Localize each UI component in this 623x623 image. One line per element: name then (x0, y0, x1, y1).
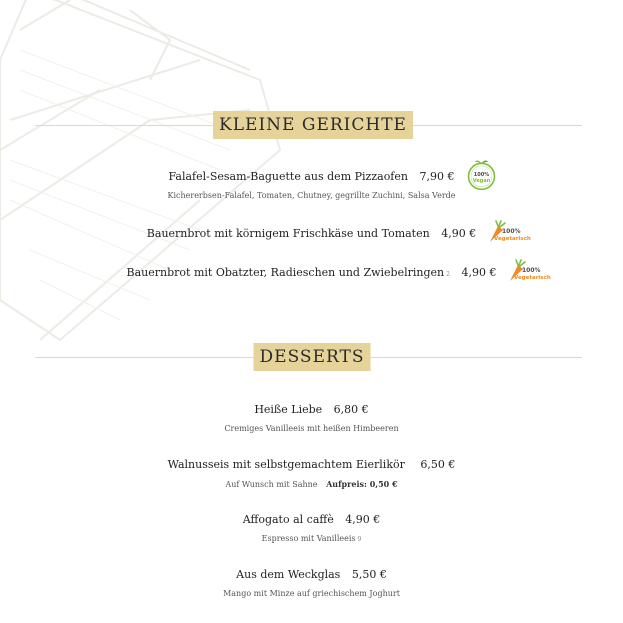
menu-item-line (168, 170, 491, 184)
section-divider-right (368, 357, 582, 358)
svg-text:Vegetarisch: Vegetarisch (514, 274, 552, 281)
menu-item-name: Aus dem Weckglas (236, 568, 341, 581)
menu-item-description-line (0, 534, 623, 543)
menu-item-price: 6,50 € (420, 458, 456, 471)
menu-item-price: 4,90 € (345, 513, 381, 526)
menu-item-line (126, 266, 552, 281)
menu-item-description: Kichererbsen-Falafel, Tomaten, Chutney, gegrillte Zuchini, Salsa Verde (167, 191, 456, 200)
menu-item-price: 6,80 € (333, 403, 369, 416)
svg-text:100%: 100% (502, 227, 521, 235)
allergen-footnote: 2 (446, 271, 450, 278)
menu-item-description: Auf Wunsch mit Sahne (225, 480, 318, 489)
menu-item-name: Affogato al caffè (242, 513, 334, 526)
section-header-desserts (0, 343, 623, 373)
vegan-badge-icon (465, 158, 498, 191)
menu-item (0, 398, 623, 433)
svg-text:Vegetarisch: Vegetarisch (494, 235, 531, 242)
menu-item (0, 508, 623, 543)
section-title: DESSERTS (254, 343, 371, 371)
menu-item-line (236, 568, 387, 581)
svg-text:100%: 100% (522, 266, 541, 274)
menu-item-name: Heiße Liebe (254, 403, 323, 416)
vegetarian-carrot-icon (506, 259, 554, 287)
menu-item-line (243, 513, 380, 526)
section-title: KLEINE GERICHTE (213, 111, 413, 139)
section-divider-left (35, 357, 257, 358)
menu-item-line (146, 227, 531, 242)
menu-item-line (254, 403, 368, 416)
menu-item-price: 7,90 € (419, 170, 455, 183)
menu-item-name: Bauernbrot mit körnigem Frischkäse und Tomaten (146, 227, 430, 240)
section-divider-right (412, 125, 582, 126)
menu-item (0, 261, 623, 280)
menu-item-price: 4,90 € (441, 227, 477, 240)
menu-item (0, 222, 623, 241)
vegetarian-carrot-icon (486, 220, 534, 248)
menu-item-name: Walnusseis mit selbstgemachtem Eierlikör (167, 458, 405, 471)
section-divider-left (35, 125, 215, 126)
menu-item (0, 453, 623, 489)
menu-item-name: Bauernbrot mit Obatzter, Radieschen und Zwiebelringen (126, 266, 445, 279)
menu-item (0, 563, 623, 598)
menu-item-description: Mango mit Minze auf griechischem Joghurt (223, 589, 400, 598)
allergen-footnote: 9 (357, 536, 362, 543)
menu-item-name: Falafel-Sesam-Baguette aus dem Pizzaofen (168, 170, 408, 183)
menu-item-line (168, 458, 456, 471)
menu-item-description-line (0, 479, 623, 489)
menu-item-description: Cremiges Vanilleeis mit heißen Himbeeren (224, 424, 399, 433)
surcharge-note: Aufpreis: 0,50 € (326, 479, 398, 489)
menu-item-description: Espresso mit Vanilleeis (261, 534, 356, 543)
menu-item (0, 165, 623, 200)
svg-text:100%: 100% (474, 171, 490, 178)
menu-item-price: 5,50 € (351, 568, 387, 581)
section-header-kleine-gerichte (0, 111, 623, 141)
menu-item-price: 4,90 € (461, 266, 497, 279)
svg-text:Vegan: Vegan (473, 177, 491, 184)
